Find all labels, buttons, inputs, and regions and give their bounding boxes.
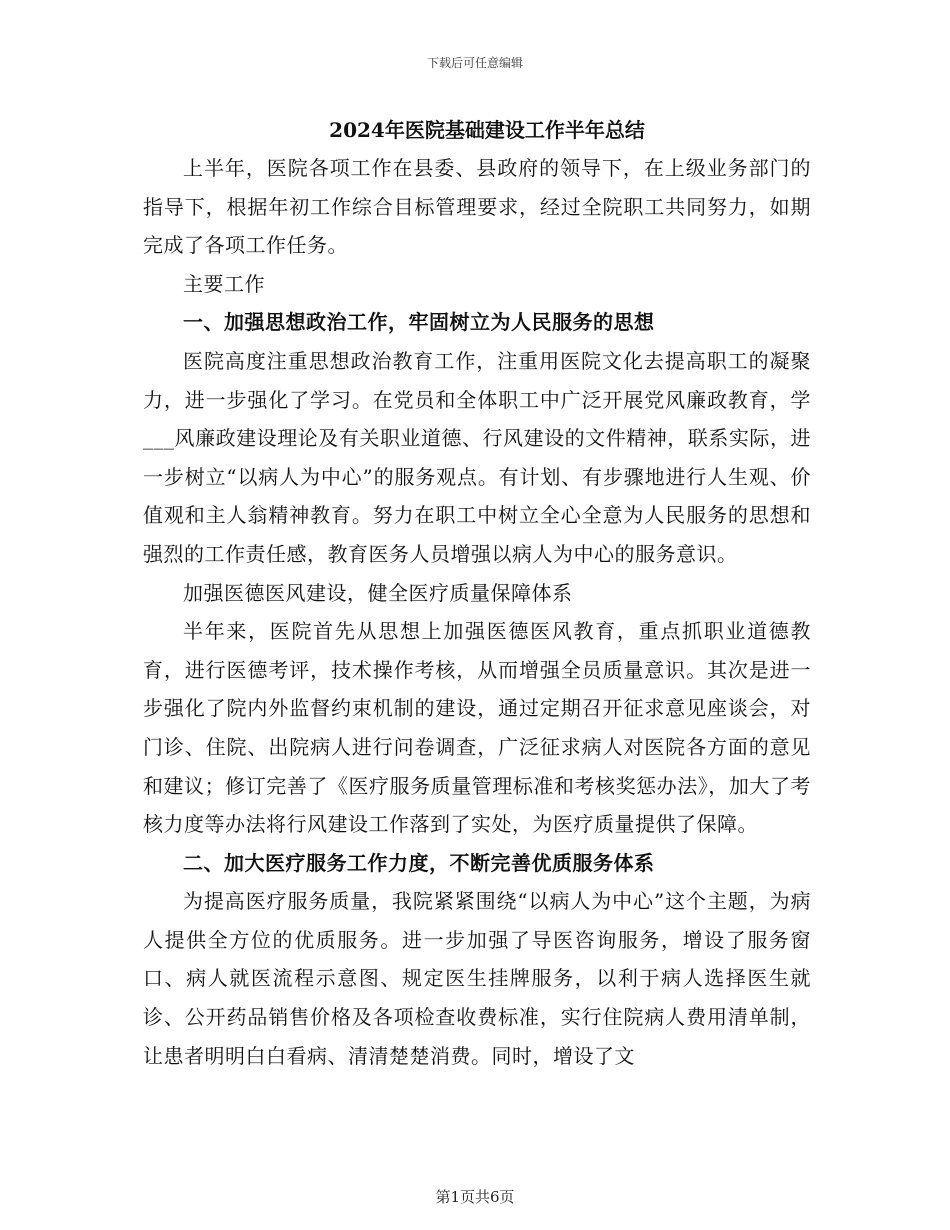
- document-title: 2024年医院基础建设工作半年总结: [329, 118, 645, 142]
- page-header: 下载后可任意编辑: [426, 56, 523, 70]
- paragraph-medical-ethics: 半年来，医院首先从思想上加强医德医风教育，重点抓职业道德教育，进行医德考评，技术操作考核，从而增强全员质量意识。其次是进一步强化了院内外监督约束机制的建设，通过定期召开征求意见座谈会，对门诊、住院、出院病人进行问卷调查，广泛征求病人对医院各方面的意见和建议；修订完善了《医疗服务质量管理标准和考核奖惩办法》，加大了考核力度等办法将行风建设工作落到了实处，为医疗质量提供了保障。: [143, 619, 811, 837]
- paragraph-service: 为提高医疗服务质量，我院紧紧围绕“以病人为中心”这个主题，为病人提供全方位的优质服务。进一步加强了导医咨询服务，增设了服务窗口、病人就医流程示意图、规定医生挂牌服务，以利于病人选择医生就诊、公开药品销售价格及各项检查收费标准，实行住院病人费用清单制，让患者明明白白看病、清清楚楚消费。同时，增设了文: [143, 889, 811, 1068]
- paragraph-political-work: 医院高度注重思想政治教育工作，注重用医院文化去提高职工的凝聚力，进一步强化了学习。在党员和全体职工中广泛开展党风廉政教育，学___风廉政建设理论及有关职业道德、行风建设的文件精神，联系实际，进一步树立“以病人为中心”的服务观点。有计划、有步骤地进行人生观、价值观和主人翁精神教育。努力在职工中树立全心全意为人民服务的思想和强烈的工作责任感，教育医务人员增强以病人为中心的服务意识。: [143, 348, 811, 566]
- subheading-main-work: 主要工作: [183, 271, 265, 296]
- document-body: [143, 111, 811, 1075]
- section-heading-2: 二、加大医疗服务工作力度，不断完善优质服务体系: [183, 850, 655, 875]
- paragraph-intro: 上半年，医院各项工作在县委、县政府的领导下，在上级业务部门的指导下，根据年初工作综合目标管理要求，经过全院职工共同努力，如期完成了各项工作任务。: [143, 156, 811, 258]
- subheading-medical-ethics: 加强医德医风建设，健全医疗质量保障体系: [183, 580, 573, 605]
- section-heading-1: 一、加强思想政治工作，牢固树立为人民服务的思想: [183, 310, 655, 335]
- page-footer: 第1页共6页: [435, 1188, 515, 1206]
